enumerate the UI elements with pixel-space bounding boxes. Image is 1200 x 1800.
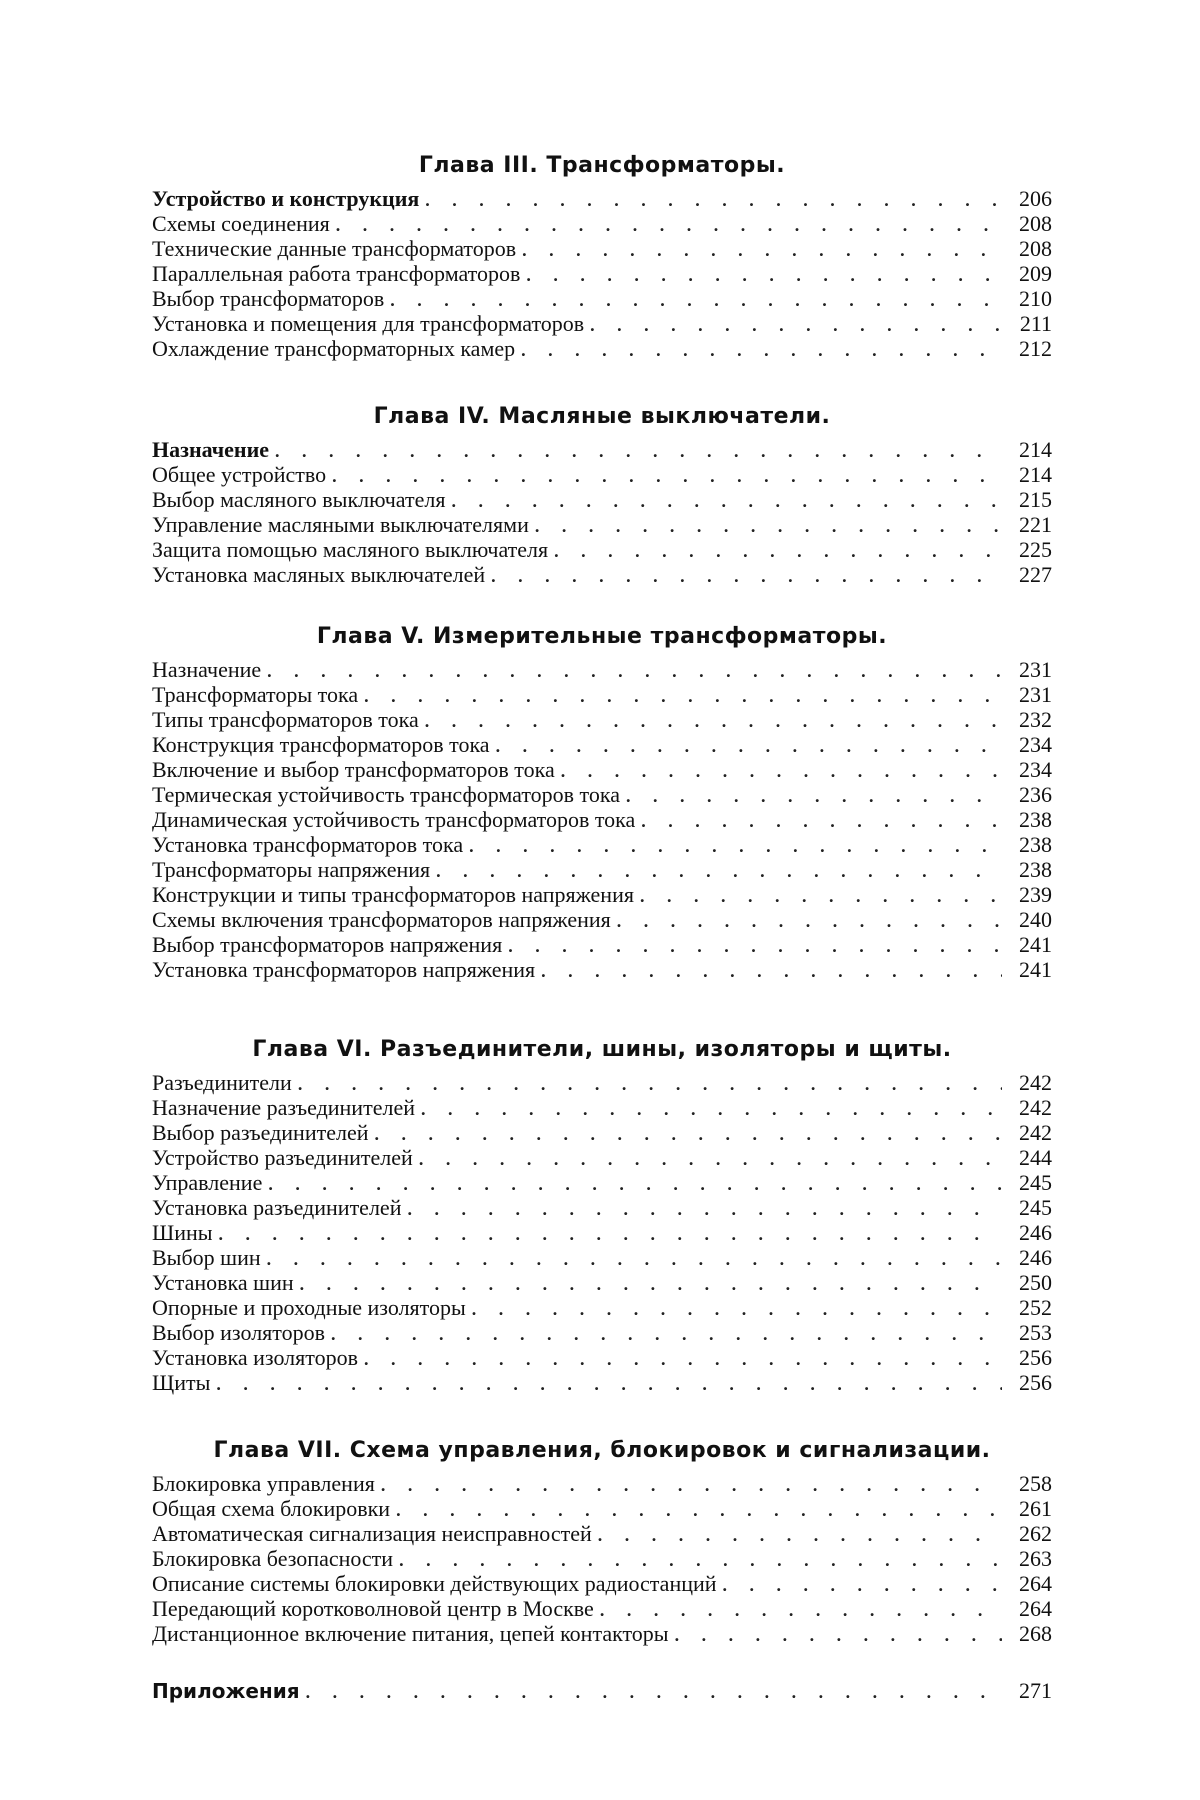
dot-leader [267, 659, 1002, 684]
toc-entry[interactable] [152, 1571, 1052, 1596]
chapter-heading: Глава VII. Схема управления, блокировок и сигнализации. [213, 1438, 991, 1463]
toc-entry[interactable] [152, 1145, 1052, 1170]
toc-entry[interactable] [152, 657, 1052, 682]
dot-leader [425, 709, 1002, 734]
page-number: 241 [1019, 932, 1052, 957]
page-number: 263 [1019, 1546, 1052, 1571]
toc-entry[interactable] [152, 782, 1052, 807]
entry-title: Щиты [152, 1370, 211, 1395]
entry-title: Выбор изоляторов [152, 1320, 326, 1345]
page-number: 252 [1019, 1295, 1052, 1320]
toc-entry[interactable] [152, 186, 1052, 211]
entry-title: Опорные и проходные изоляторы [152, 1295, 466, 1320]
page-number: 256 [1019, 1345, 1052, 1370]
page-number: 238 [1019, 807, 1052, 832]
entry-title: Описание системы блокировки действующих радиостанций [152, 1571, 717, 1596]
toc-entry[interactable] [152, 311, 1052, 336]
toc-entry[interactable] [152, 1345, 1052, 1370]
chapter-heading: Глава V. Измерительные трансформаторы. [316, 624, 888, 649]
entry-title: Типы трансформаторов тока [152, 707, 419, 732]
page-number: 242 [1019, 1120, 1052, 1145]
page-number: 210 [1019, 286, 1052, 311]
dot-leader [364, 1347, 1002, 1372]
dot-leader [590, 313, 1002, 338]
dot-leader [522, 238, 1002, 263]
entry-title: Выбор масляного выключателя [152, 487, 446, 512]
dot-leader [436, 859, 1002, 884]
dot-leader [390, 288, 1002, 313]
page-number: 221 [1019, 512, 1052, 537]
entry-title: Установка разъединителей [152, 1195, 402, 1220]
toc-entry[interactable] [152, 512, 1052, 537]
toc-entry[interactable] [152, 236, 1052, 261]
entry-title: Установка трансформаторов тока [152, 832, 464, 857]
page-number: 245 [1019, 1170, 1052, 1195]
dot-leader [626, 784, 1002, 809]
page-number: 209 [1019, 261, 1052, 286]
entry-title: Установка шин [152, 1270, 294, 1295]
entry-title: Шины [152, 1220, 213, 1245]
entry-title: Передающий коротковолновой центр в Москве [152, 1596, 594, 1621]
dot-leader [472, 1297, 1002, 1322]
toc-entry[interactable] [152, 1521, 1052, 1546]
entry-title: Технические данные трансформаторов [152, 236, 517, 261]
page-number: 227 [1019, 562, 1052, 587]
toc-entry[interactable] [152, 462, 1052, 487]
page-number: 238 [1019, 832, 1052, 857]
appendix-title: Приложения [152, 1679, 300, 1703]
toc-entry[interactable] [152, 1095, 1052, 1120]
dot-leader [521, 338, 1002, 363]
toc-entry[interactable] [152, 261, 1052, 286]
toc-entry[interactable] [152, 1170, 1052, 1195]
entry-title: Выбор шин [152, 1245, 261, 1270]
dot-leader [598, 1523, 1002, 1548]
toc-entry[interactable] [152, 1320, 1052, 1345]
page-number: 234 [1019, 757, 1052, 782]
toc-entry[interactable] [152, 487, 1052, 512]
entry-title: Конструкции и типы трансформаторов напряжения [152, 882, 634, 907]
page-number: 258 [1019, 1471, 1052, 1496]
dot-leader [561, 759, 1002, 784]
chapter-7 [152, 1431, 1052, 1646]
dot-leader [216, 1372, 1002, 1397]
page-number: 242 [1019, 1070, 1052, 1095]
page-number: 240 [1019, 907, 1052, 932]
entry-title: Выбор трансформаторов [152, 286, 385, 311]
page-number: 225 [1019, 537, 1052, 562]
toc-entry[interactable] [152, 732, 1052, 757]
toc-entry[interactable] [152, 757, 1052, 782]
toc-entry[interactable] [152, 437, 1052, 462]
page-number: 245 [1019, 1195, 1052, 1220]
toc-entry[interactable] [152, 1220, 1052, 1245]
toc-list [152, 437, 1052, 587]
entry-title: Трансформаторы напряжения [152, 857, 431, 882]
dot-leader [381, 1473, 1002, 1498]
entry-title: Выбор разъединителей [152, 1120, 369, 1145]
page-number: 236 [1019, 782, 1052, 807]
entry-title: Параллельная работа трансформаторов [152, 261, 521, 286]
entry-title: Установка масляных выключателей [152, 562, 486, 587]
dot-leader [508, 934, 1002, 959]
page-number: 211 [1019, 311, 1052, 336]
chapter-heading: Глава IV. Масляные выключатели. [373, 404, 831, 429]
entry-title: Трансформаторы тока [152, 682, 359, 707]
page-number: 238 [1019, 857, 1052, 882]
entry-title: Устройство и конструкция [152, 186, 420, 211]
toc-entry[interactable] [152, 336, 1052, 361]
toc-entry[interactable] [152, 832, 1052, 857]
section-spacer [152, 1646, 1052, 1676]
dot-leader [267, 1247, 1002, 1272]
dot-leader [425, 188, 1002, 213]
toc-entry[interactable] [152, 882, 1052, 907]
toc-entry[interactable] [152, 1621, 1052, 1646]
toc-entry[interactable] [152, 1546, 1052, 1571]
entry-title: Схемы включения трансформаторов напряжения [152, 907, 611, 932]
page-number: 244 [1019, 1145, 1052, 1170]
chapter-heading: Глава III. Трансформаторы. [418, 153, 786, 178]
entry-title: Управление [152, 1170, 263, 1195]
dot-leader [496, 734, 1002, 759]
page-number: 234 [1019, 732, 1052, 757]
section-spacer [152, 1395, 1052, 1431]
dot-leader [399, 1548, 1002, 1573]
page-number: 271 [1019, 1678, 1052, 1703]
toc-entry[interactable] [152, 932, 1052, 957]
page-number: 264 [1019, 1596, 1052, 1621]
page-number: 253 [1019, 1320, 1052, 1345]
section-spacer [152, 982, 1052, 1030]
toc-entry[interactable] [152, 537, 1052, 562]
entry-title: Автоматическая сигнализация неисправностей [152, 1521, 592, 1546]
dot-leader [723, 1573, 1002, 1598]
entry-title: Общая схема блокировки [152, 1496, 391, 1521]
toc-entry[interactable] [152, 286, 1052, 311]
page-number: 214 [1019, 462, 1052, 487]
toc-entry[interactable] [152, 211, 1052, 236]
entry-title: Схемы соединения [152, 211, 330, 236]
entry-title: Установка изоляторов [152, 1345, 358, 1370]
page-number: 268 [1019, 1621, 1052, 1646]
page-number: 239 [1019, 882, 1052, 907]
toc-entry[interactable] [152, 1295, 1052, 1320]
page-number: 215 [1019, 487, 1052, 512]
toc-entry[interactable] [152, 807, 1052, 832]
page-number: 212 [1019, 336, 1052, 361]
entry-title: Термическая устойчивость трансформаторов тока [152, 782, 621, 807]
dot-leader [306, 1677, 1002, 1707]
entry-title: Блокировка безопасности [152, 1546, 394, 1571]
page-number: 232 [1019, 707, 1052, 732]
dot-leader [375, 1122, 1003, 1147]
dot-leader [298, 1072, 1002, 1097]
toc-entry[interactable] [152, 1195, 1052, 1220]
entry-title: Защита помощью масляного выключателя [152, 537, 549, 562]
page-number: 264 [1019, 1571, 1052, 1596]
entry-title: Установка и помещения для трансформаторов [152, 311, 585, 336]
toc-entry[interactable] [152, 1370, 1052, 1395]
chapter-6 [152, 1030, 1052, 1395]
entry-title: Общее устройство [152, 462, 327, 487]
page-number: 250 [1019, 1270, 1052, 1295]
toc-list [152, 657, 1052, 982]
page-number: 206 [1019, 186, 1052, 211]
entry-title: Выбор трансформаторов напряжения [152, 932, 503, 957]
toc-entry[interactable] [152, 1471, 1052, 1496]
dot-leader [541, 959, 1002, 984]
page-number: 256 [1019, 1370, 1052, 1395]
page-number: 231 [1019, 657, 1052, 682]
dot-leader [419, 1147, 1002, 1172]
dot-leader [641, 809, 1002, 834]
dot-leader [491, 564, 1002, 589]
entry-title: Назначение разъединителей [152, 1095, 415, 1120]
toc-entry[interactable] [152, 562, 1052, 587]
chapter-heading: Глава VI. Разъединители, шины, изоляторы и щиты. [252, 1037, 952, 1062]
dot-leader [451, 489, 1002, 514]
toc-entry[interactable] [152, 1270, 1052, 1295]
dot-leader [396, 1498, 1002, 1523]
toc-entry-appendix[interactable] [152, 1676, 1052, 1706]
dot-leader [617, 909, 1002, 934]
entry-title: Конструкция трансформаторов тока [152, 732, 490, 757]
entry-title: Охлаждение трансформаторных камер [152, 336, 516, 361]
entry-title: Установка трансформаторов напряжения [152, 957, 536, 982]
dot-leader [469, 834, 1002, 859]
entry-title: Устройство разъединителей [152, 1145, 413, 1170]
toc-entry[interactable] [152, 907, 1052, 932]
section-spacer [152, 587, 1052, 617]
page-number: 246 [1019, 1220, 1052, 1245]
toc-entry[interactable] [152, 707, 1052, 732]
toc-entry[interactable] [152, 682, 1052, 707]
toc-entry[interactable] [152, 1070, 1052, 1095]
dot-leader [535, 514, 1002, 539]
section-spacer [152, 361, 1052, 397]
toc-entry[interactable] [152, 957, 1052, 982]
entry-title: Включение и выбор трансформаторов тока [152, 757, 555, 782]
page-number: 262 [1019, 1521, 1052, 1546]
page-number: 246 [1019, 1245, 1052, 1270]
dot-leader [219, 1222, 1002, 1247]
page-number: 242 [1019, 1095, 1052, 1120]
toc-list [152, 1471, 1052, 1646]
page-number: 231 [1019, 682, 1052, 707]
dot-leader [332, 464, 1002, 489]
dot-leader [336, 213, 1002, 238]
toc-list [152, 1070, 1052, 1395]
dot-leader [421, 1097, 1002, 1122]
entry-title: Блокировка управления [152, 1471, 375, 1496]
chapter-4 [152, 397, 1052, 587]
dot-leader [364, 684, 1002, 709]
dot-leader [526, 263, 1002, 288]
page-number: 261 [1019, 1496, 1052, 1521]
page-number: 214 [1019, 437, 1052, 462]
dot-leader [268, 1172, 1002, 1197]
toc-entry[interactable] [152, 1245, 1052, 1270]
dot-leader [600, 1598, 1002, 1623]
dot-leader [275, 439, 1002, 464]
page-number: 208 [1019, 211, 1052, 236]
table-of-contents [152, 146, 1052, 1706]
page-number: 208 [1019, 236, 1052, 261]
dot-leader [331, 1322, 1002, 1347]
dot-leader [675, 1623, 1002, 1648]
toc-entry[interactable] [152, 1120, 1052, 1145]
entry-title: Назначение [152, 437, 270, 462]
dot-leader [407, 1197, 1002, 1222]
chapter-5 [152, 617, 1052, 982]
dot-leader [554, 539, 1002, 564]
page-number: 241 [1019, 957, 1052, 982]
entry-title: Дистанционное включение питания, цепей контакторы [152, 1621, 669, 1646]
toc-entry[interactable] [152, 1596, 1052, 1621]
entry-title: Разъединители [152, 1070, 292, 1095]
dot-leader [640, 884, 1002, 909]
entry-title: Динамическая устойчивость трансформаторов тока [152, 807, 636, 832]
chapter-3 [152, 146, 1052, 361]
dot-leader [300, 1272, 1002, 1297]
entry-title: Управление масляными выключателями [152, 512, 529, 537]
toc-entry[interactable] [152, 1496, 1052, 1521]
toc-list [152, 186, 1052, 361]
toc-entry[interactable] [152, 857, 1052, 882]
entry-title: Назначение [152, 657, 262, 682]
